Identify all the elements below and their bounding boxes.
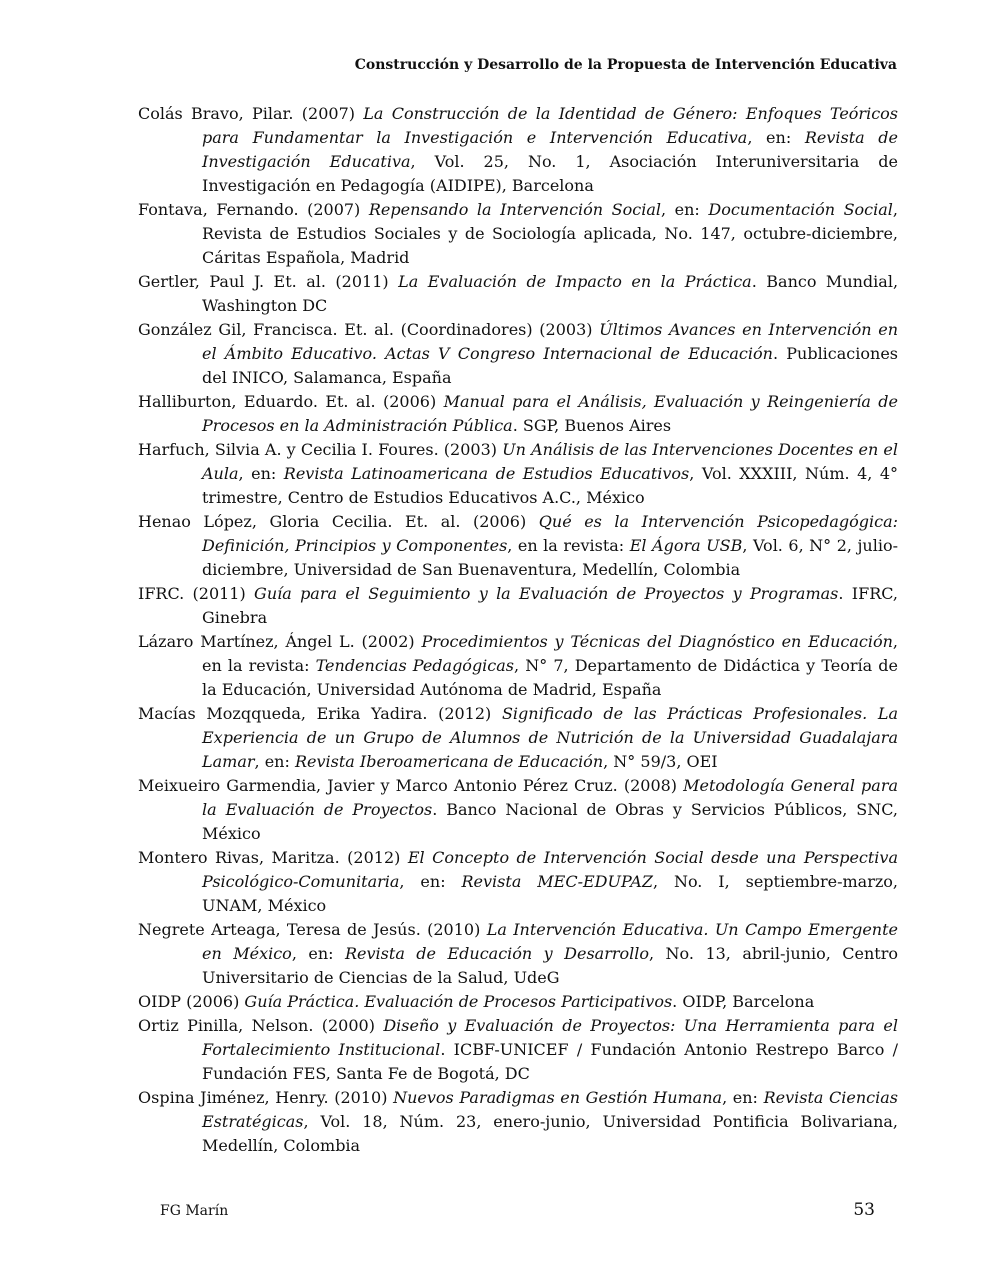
reference-text: . SGP, Buenos Aires — [512, 416, 672, 435]
reference-text: Lázaro Martínez, Ángel L. (2002) — [138, 632, 422, 651]
reference-text: , No. 13, abril-junio, Centro Universitario de Ciencias de la Salud, UdeG — [202, 944, 899, 987]
reference-title: Procedimientos y Técnicas del Diagnóstico en Educación — [421, 632, 893, 651]
reference-title: Qué es la Intervención Psicopedagógica: Definición, Principios y Componentes — [202, 512, 899, 555]
reference-entry — [138, 270, 898, 318]
reference-text: , en: — [399, 872, 462, 891]
reference-text: , en: — [660, 200, 709, 219]
reference-text: Henao López, Gloria Cecilia. Et. al. (2006) — [138, 512, 539, 531]
reference-text: Ospina Jiménez, Henry. (2010) — [138, 1088, 394, 1107]
reference-text: Gertler, Paul J. Et. al. (2011) — [138, 272, 399, 291]
reference-text: . OIDP, Barcelona — [672, 992, 815, 1011]
reference-title: Últimos Avances en Intervención en el Ámbito Educativo. Actas V Congreso Internacional de Educación — [202, 320, 899, 363]
reference-text: Fontava, Fernando. (2007) — [138, 200, 369, 219]
page-number: 53 — [853, 1200, 875, 1220]
reference-entry — [138, 918, 898, 990]
reference-text: . ICBF-UNICEF / Fundación Antonio Restrepo Barco / Fundación FES, Santa Fe de Bogotá, DC — [202, 1040, 899, 1083]
reference-text: . Banco Nacional de Obras y Servicios Públicos, SNC, México — [202, 800, 898, 843]
reference-title: La Intervención Educativa. Un Campo Emergente en México — [202, 920, 899, 963]
reference-text: , en: — [254, 752, 295, 771]
reference-title: Diseño y Evaluación de Proyectos: Una Herramienta para el Fortalecimiento Institucional — [202, 1016, 898, 1059]
reference-text: Negrete Arteaga, Teresa de Jesús. (2010) — [138, 920, 487, 939]
reference-text: González Gil, Francisca. Et. al. (Coordinadores) (2003) — [138, 320, 600, 339]
reference-title: Revista de Investigación Educativa — [202, 128, 899, 171]
reference-entry — [138, 318, 898, 390]
reference-text: Colás Bravo, Pilar. (2007) — [138, 104, 364, 123]
reference-text: . IFRC, Ginebra — [202, 584, 898, 627]
reference-title: La Evaluación de Impacto en la Práctica — [398, 272, 752, 291]
reference-entry — [138, 990, 898, 1014]
reference-text: , Vol. 25, No. 1, Asociación Interuniversitaria de Investigación en Pedagogía (AIDIPE), Barcelona — [202, 152, 899, 195]
reference-entry — [138, 582, 898, 630]
reference-text: , Vol. XXXIII, Núm. 4, 4° trimestre, Centro de Estudios Educativos A.C., México — [202, 464, 899, 507]
reference-title: Guía Práctica. Evaluación de Procesos Participativos — [244, 992, 673, 1011]
reference-text: IFRC. (2011) — [138, 584, 255, 603]
reference-text: , No. I, septiembre-marzo, UNAM, México — [202, 872, 898, 915]
reference-title: El Concepto de Intervención Social desde una Perspectiva Psicológico-Comunitaria — [202, 848, 898, 891]
reference-text: , en la revista: — [202, 632, 899, 675]
reference-title: Tendencias Pedagógicas — [315, 656, 515, 675]
reference-entry — [138, 1086, 898, 1158]
reference-entry — [138, 102, 898, 198]
reference-entry — [138, 510, 898, 582]
reference-text: Harfuch, Silvia A. y Cecilia I. Foures. (2003) — [138, 440, 503, 459]
reference-text: . Banco Mundial, Washington DC — [202, 272, 899, 315]
reference-title: Guía para el Seguimiento y la Evaluación de Proyectos y Programas — [254, 584, 839, 603]
reference-text: , N° 7, Departamento de Didáctica y Teoría de la Educación, Universidad Autónoma de Madrid, España — [202, 656, 898, 699]
reference-title: Significado de las Prácticas Profesionales. La Experiencia de un Grupo de Alumnos de Nutrición de la Universidad Guadalajara Lamar — [202, 704, 899, 771]
reference-entry — [138, 702, 898, 774]
reference-entry — [138, 630, 898, 702]
reference-text: , en: — [238, 464, 284, 483]
reference-text: Montero Rivas, Maritza. (2012) — [138, 848, 408, 867]
reference-entry — [138, 198, 898, 270]
reference-entry — [138, 774, 898, 846]
reference-text: Macías Mozqqueda, Erika Yadira. (2012) — [138, 704, 502, 723]
reference-text: OIDP (2006) — [138, 992, 245, 1011]
reference-entry — [138, 438, 898, 510]
reference-text: , Revista de Estudios Sociales y de Sociología aplicada, No. 147, octubre-diciembre, Cáritas Española, Madrid — [202, 200, 898, 267]
reference-title: La Construcción de la Identidad de Género: Enfoques Teóricos para Fundamentar la Investigación e Intervención Educativa — [202, 104, 898, 147]
reference-text: Ortiz Pinilla, Nelson. (2000) — [138, 1016, 384, 1035]
reference-entry — [138, 1014, 898, 1086]
reference-entry — [138, 846, 898, 918]
footer-author: FG Marín — [160, 1203, 229, 1219]
reference-title: Documentación Social — [708, 200, 893, 219]
reference-text: Halliburton, Eduardo. Et. al. (2006) — [138, 392, 444, 411]
reference-title: Revista Iberoamericana de Educación — [294, 752, 604, 771]
reference-text: , en la revista: — [507, 536, 630, 555]
reference-text: . Publicaciones del INICO, Salamanca, España — [202, 344, 898, 387]
reference-entry — [138, 390, 898, 438]
reference-title: Nuevos Paradigmas en Gestión Humana — [393, 1088, 723, 1107]
reference-title: Revista Latinoamericana de Estudios Educativos — [283, 464, 690, 483]
reference-text: Meixueiro Garmendia, Javier y Marco Antonio Pérez Cruz. (2008) — [138, 776, 684, 795]
reference-text: , en: — [722, 1088, 764, 1107]
reference-text: , en: — [747, 128, 805, 147]
reference-title: Repensando la Intervención Social — [368, 200, 661, 219]
reference-list — [138, 102, 898, 1158]
reference-title: Revista Ciencias Estratégicas — [202, 1088, 898, 1131]
reference-text: , en: — [291, 944, 345, 963]
reference-title: Manual para el Análisis, Evaluación y Reingeniería de Procesos en la Administración Pública — [202, 392, 898, 435]
reference-title: El Ágora USB — [629, 536, 743, 555]
running-header: Construcción y Desarrollo de la Propuesta de Intervención Educativa — [354, 57, 897, 73]
reference-text: , N° 59/3, OEI — [603, 752, 718, 771]
reference-title: Un Análisis de las Intervenciones Docentes en el Aula — [202, 440, 899, 483]
reference-title: Metodología General para la Evaluación de Proyectos — [202, 776, 899, 819]
reference-title: Revista MEC-EDUPAZ — [461, 872, 653, 891]
reference-title: Revista de Educación y Desarrollo — [345, 944, 650, 963]
reference-text: , Vol. 18, Núm. 23, enero-junio, Universidad Pontificia Bolivariana, Medellín, Colombia — [202, 1112, 898, 1155]
reference-text: , Vol. 6, N° 2, julio-diciembre, Universidad de San Buenaventura, Medellín, Colombia — [202, 536, 899, 579]
